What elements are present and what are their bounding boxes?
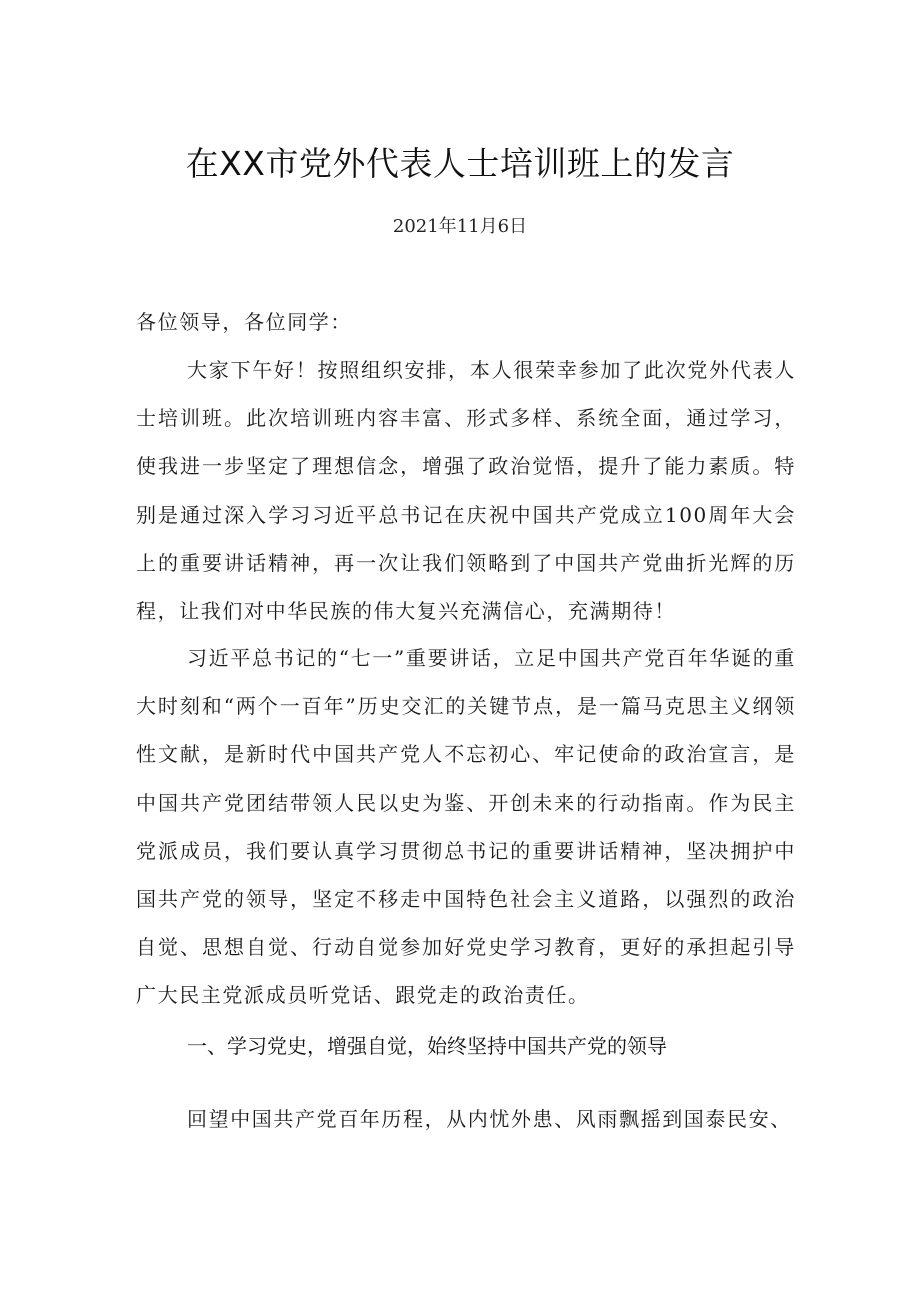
paragraph-speech-significance: 习近平总书记的“七一”重要讲话，立足中国共产党百年华诞的重大时刻和“两个一百年”历史交汇的关键节点，是一篇马克思主义纲领性文献，是新时代中国共产党人不忘初心、牢记使命的政治宣言，是中国共产党团结带领人民以史为鉴、开创未来的行动指南。作为民主党派成员，我们要认真学习贯彻总书记的重要讲话精神，坚决拥护中国共产党的领导，坚定不移走中国特色社会主义道路，以强烈的政治自觉、思想自觉、行动自觉参加好党史学习教育，更好的承担起引导广大民主党派成员听党话、跟党走的政治责任。 [136,646,796,1008]
section-paragraph: 回望中国共产党百年历程，从内忧外患、风雨飘摇到国泰民安、 [187,1107,792,1131]
salutation: 各位领导，各位同学： [136,310,352,334]
document-date: 2021年11月6日 [392,216,528,237]
paragraph-intro: 大家下午好！按照组织安排，本人很荣幸参加了此次党外代表人士培训班。此次培训班内容丰富、形式多样、系统全面，通过学习，使我进一步坚定了理想信念，增强了政治觉悟，提升了能力素质。特别是通过深入学习习近平总书记在庆祝中国共产党成立100周年大会上的重要讲话精神，再一次让我们领略到了中国共产党曲折光辉的历程，让我们对中华民族的伟大复兴充满信心，充满期待！ [136,358,796,624]
document-title: 在XX市党外代表人士培训班上的发言 [185,144,735,183]
section-heading: 一、学习党史，增强自觉，始终坚持中国共产党的领导 [187,1034,667,1058]
